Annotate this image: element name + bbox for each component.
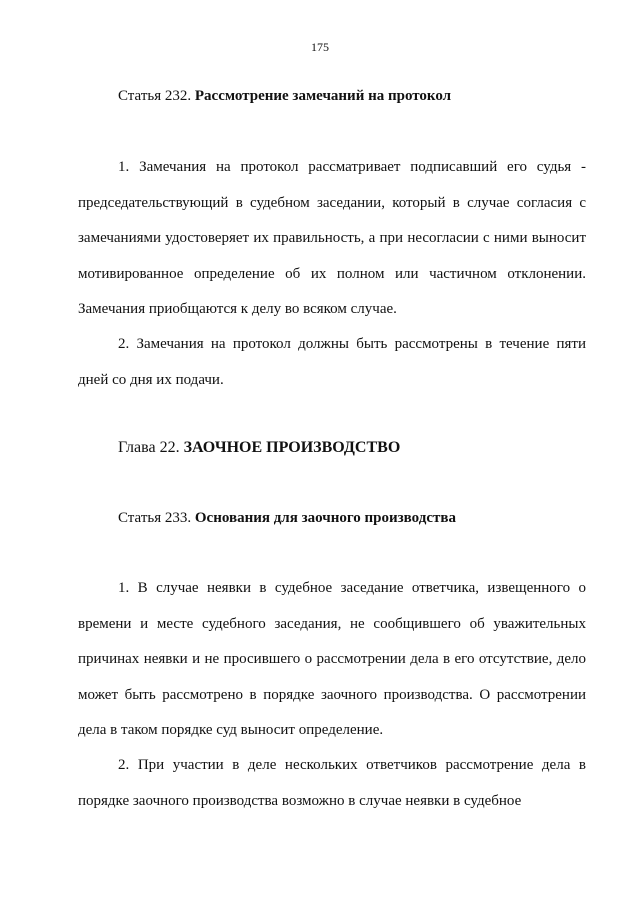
article-232-paragraph-1: 1. Замечания на протокол рассматривает подписавший его судья - председательствующий в судебном заседании, который в случае согласия с замечаниями удостоверяет их правильность, а при несогласии с ними выносит мотивированное определение об их полном или частичном отклонении. Замечания приобщаются к делу во всяком случае. [78,159,586,317]
chapter-22-prefix: Глава 22. [118,439,180,456]
article-232-heading [118,88,451,105]
article-233-title: Основания для заочного производства [194,510,456,526]
article-233-prefix: Статья 233. [118,510,192,526]
page-number: 175 [311,40,329,54]
chapter-22-heading [118,439,400,457]
article-232-prefix: Статья 232. [118,88,192,104]
article-233-paragraph-2: 2. При участии в деле нескольких ответчиков рассмотрение дела в порядке заочного производства возможно в случае неявки в судебное [78,757,586,809]
article-233-heading [118,510,456,527]
article-232-title: Рассмотрение замечаний на протокол [194,88,452,104]
article-233-paragraph-1: 1. В случае неявки в судебное заседание ответчика, извещенного о времени и месте судебного заседания, не сообщившего об уважительных причинах неявки и не просившего о рассмотрении дела в его отсутствие, дело может быть рассмотрено в порядке заочного производства. О рассмотрении дела в таком порядке суд выносит определение. [78,580,586,738]
article-232-paragraph-2: 2. Замечания на протокол должны быть рассмотрены в течение пяти дней со дня их подачи. [78,336,586,388]
chapter-22-title: ЗАОЧНОЕ ПРОИЗВОДСТВО [183,439,401,456]
